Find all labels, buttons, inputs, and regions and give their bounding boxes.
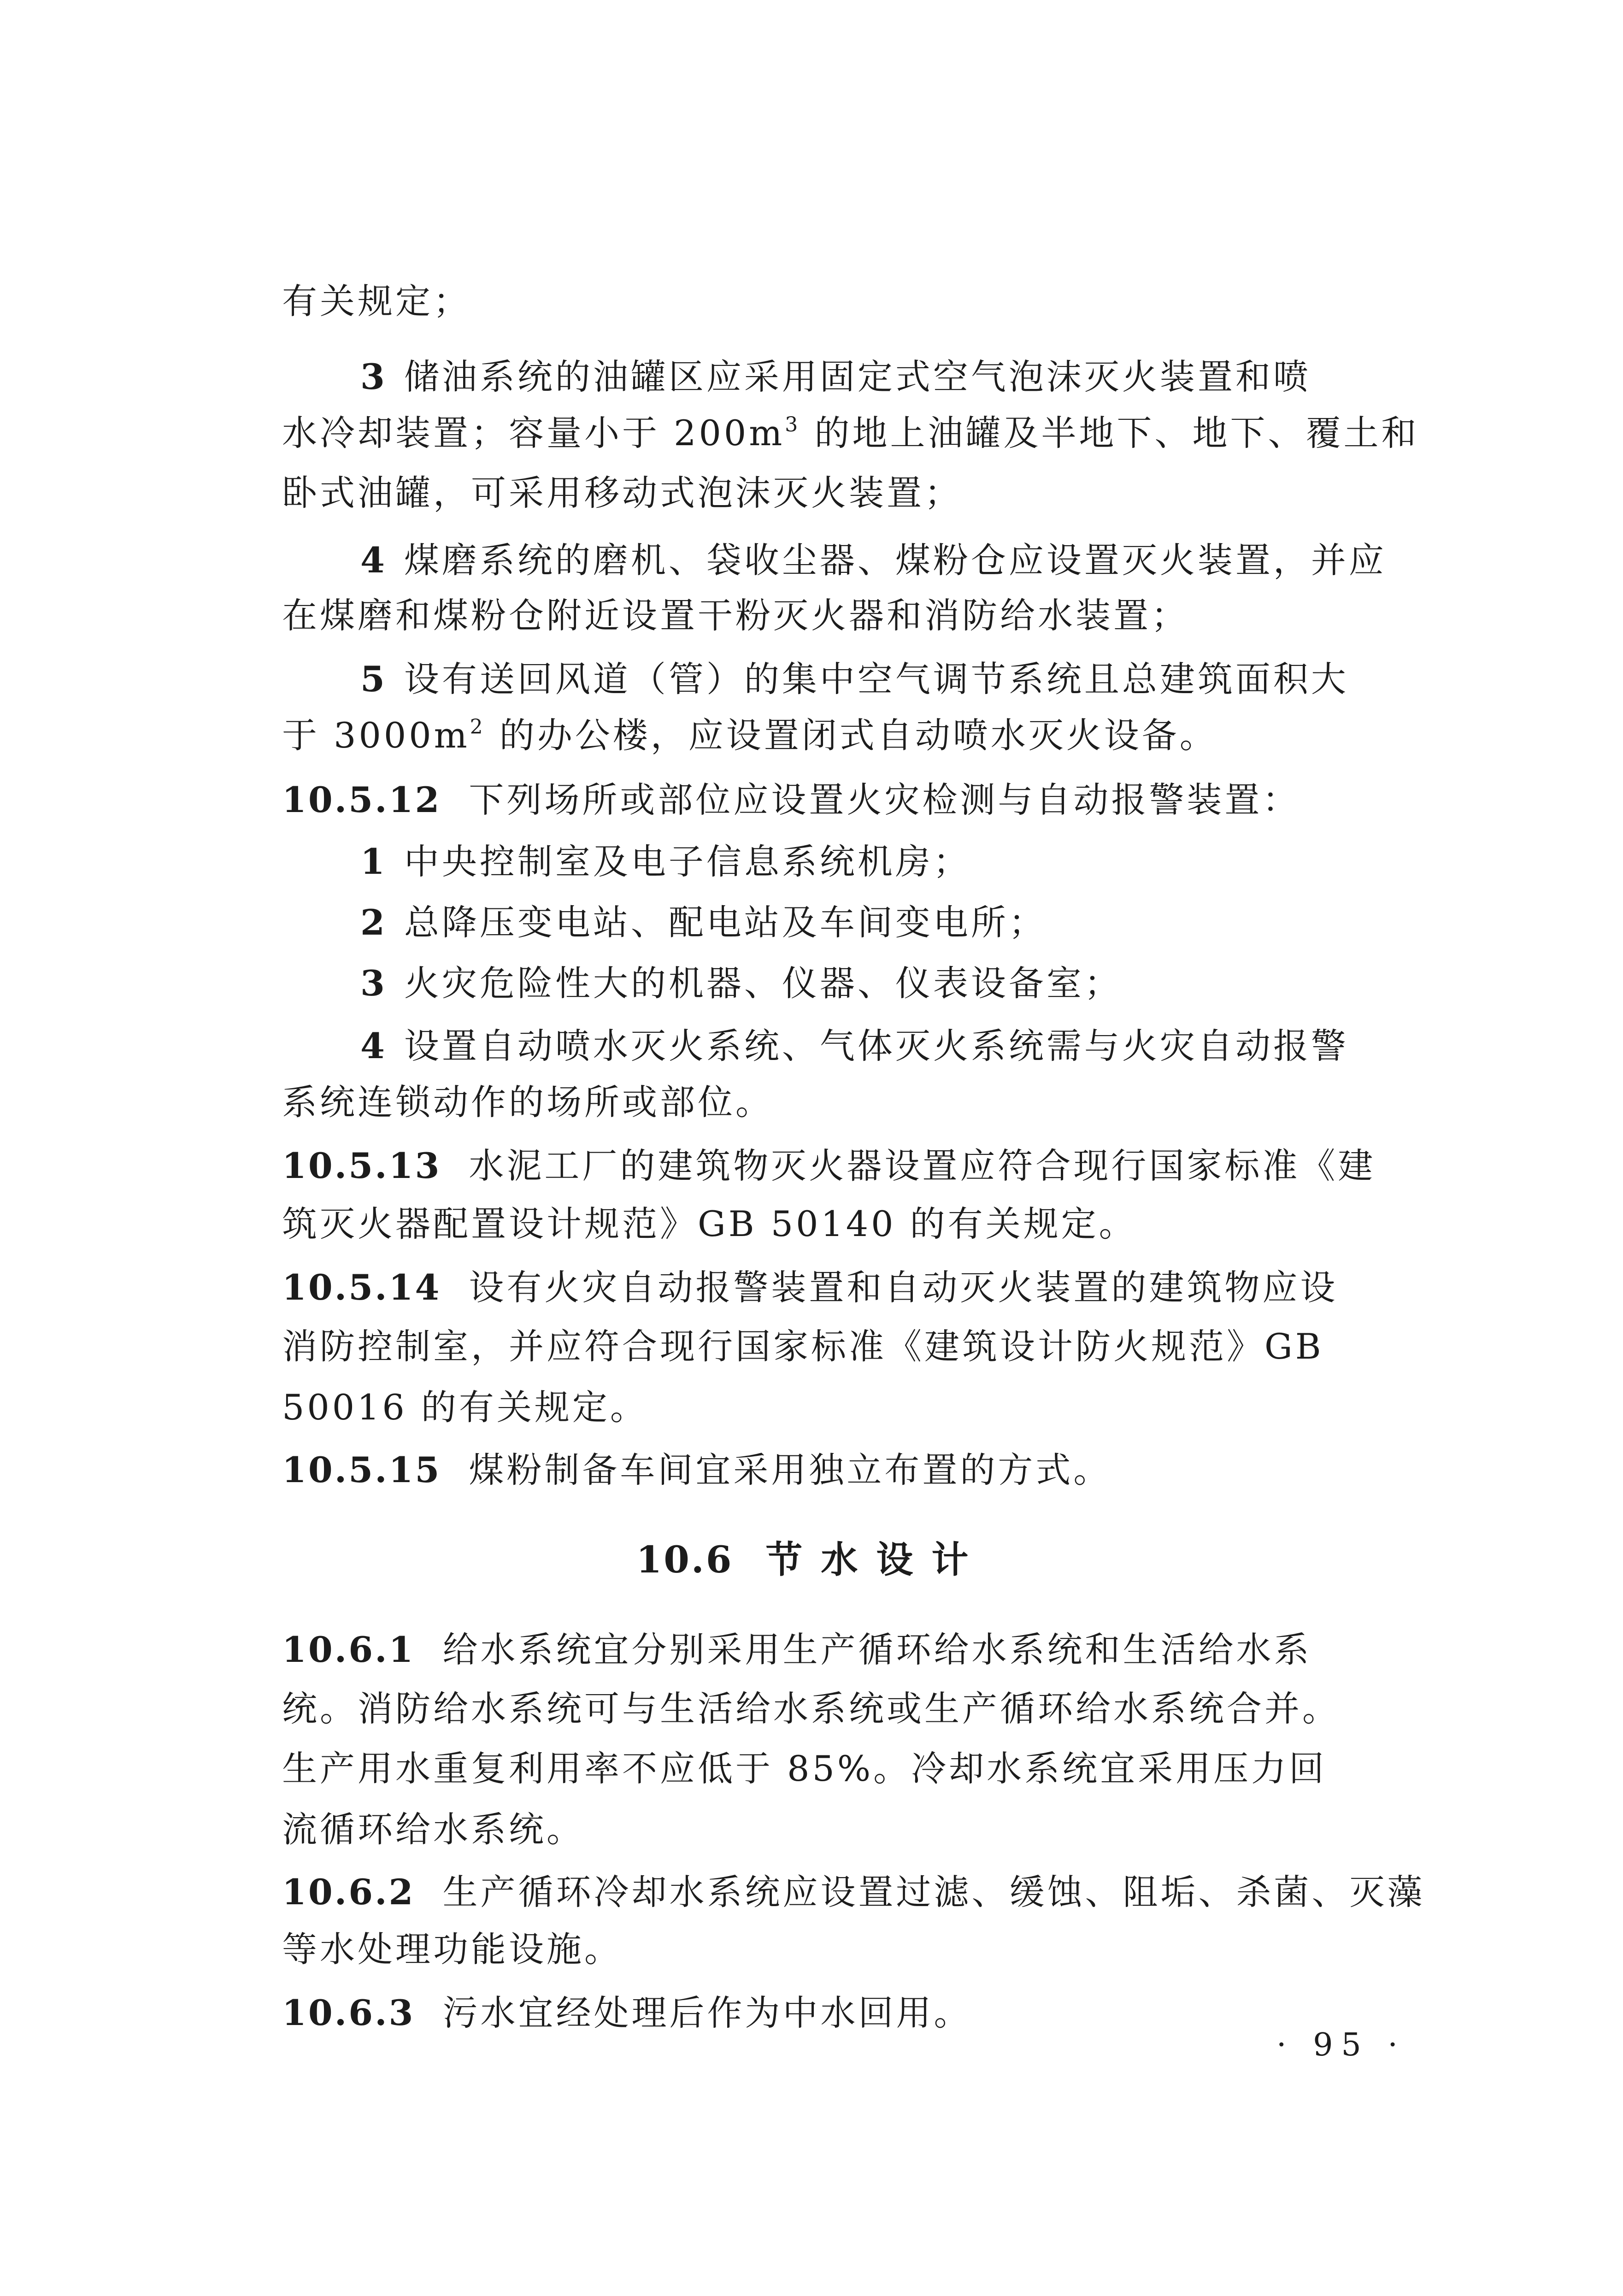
item-number: 2 xyxy=(360,902,386,943)
text-line xyxy=(282,1324,1324,1370)
list-item xyxy=(360,656,1349,702)
line-text: 卧式油罐，可采用移动式泡沫灭火装置； xyxy=(282,472,962,513)
line-text: 水泥工厂的建筑物灭火器设置应符合现行国家标准《建 xyxy=(469,1145,1376,1186)
clause-number: 10.6.2 xyxy=(282,1872,415,1913)
text-line xyxy=(282,1079,773,1125)
line-text: 储油系统的油罐区应采用固定式空气泡沫灭火装置和喷 xyxy=(404,356,1311,397)
text-line xyxy=(282,712,1217,759)
line-text: 污水宜经处理后作为中水回用。 xyxy=(442,1992,972,2033)
line-text: 生产循环冷却水系统应设置过滤、缓蚀、阻垢、杀菌、灭藻 xyxy=(442,1872,1425,1913)
clause xyxy=(282,1447,1111,1493)
text-line xyxy=(282,1926,622,1972)
list-item xyxy=(360,537,1387,583)
clause xyxy=(282,1627,1311,1673)
line-text: 给水系统宜分别采用生产循环给水系统和生活给水系 xyxy=(442,1629,1312,1670)
line-text: 总降压变电站、配电站及车间变电所； xyxy=(404,902,1047,943)
item-number: 4 xyxy=(360,540,386,581)
clause-number: 10.6.1 xyxy=(282,1629,415,1670)
line-text: 在煤磨和煤粉仓附近设置干粉灭火器和消防给水装置； xyxy=(282,595,1189,636)
clause xyxy=(282,777,1300,823)
line-text: 设有火灾自动报警装置和自动灭火装置的建筑物应设 xyxy=(469,1267,1338,1308)
clause xyxy=(282,1990,971,2036)
line-text: 50016 的有关规定。 xyxy=(282,1387,648,1428)
line-text: 有关规定； xyxy=(282,281,471,322)
line-text: 煤磨系统的磨机、袋收尘器、煤粉仓应设置灭火装置，并应 xyxy=(404,540,1387,581)
page-number: · 95 · xyxy=(1276,2027,1406,2063)
section-title: 节水设计 xyxy=(765,1538,987,1581)
text-line xyxy=(282,1807,584,1853)
superscript: 2 xyxy=(470,715,486,739)
list-item xyxy=(360,839,971,885)
line-text: 中央控制室及电子信息系统机房； xyxy=(404,841,971,882)
line-text: 统。消防给水系统可与生活给水系统或生产循环给水系统合并。 xyxy=(282,1688,1340,1729)
line-text: 生产用水重复利用率不应低于 85%。冷却水系统宜采用压力回 xyxy=(282,1748,1327,1789)
line-text: 消防控制室，并应符合现行国家标准《建筑设计防火规范》GB xyxy=(282,1326,1324,1367)
line-text: 煤粉制备车间宜采用独立布置的方式。 xyxy=(469,1449,1111,1490)
text-line xyxy=(282,1384,648,1431)
clause xyxy=(282,1265,1338,1311)
clause-number: 10.5.15 xyxy=(282,1449,441,1490)
item-number: 5 xyxy=(360,659,386,700)
item-number: 3 xyxy=(360,963,386,1004)
text-line xyxy=(282,278,471,324)
section-number: 10.6 xyxy=(636,1538,734,1581)
text-line xyxy=(282,1686,1340,1732)
clause-number: 10.5.14 xyxy=(282,1267,441,1308)
line-text: 系统连锁动作的场所或部位。 xyxy=(282,1082,773,1123)
text-line xyxy=(282,1746,1327,1792)
clause xyxy=(282,1869,1425,1915)
line-text: 水冷却装置；容量小于 200m xyxy=(282,412,785,453)
list-item xyxy=(360,354,1311,400)
text-line xyxy=(282,1201,1137,1247)
item-number: 4 xyxy=(360,1025,386,1066)
item-number: 1 xyxy=(360,841,386,882)
clause xyxy=(282,1143,1376,1189)
text-line xyxy=(282,470,962,516)
line-text: 的地上油罐及半地下、地下、覆土和 xyxy=(800,412,1419,453)
clause-number: 10.6.3 xyxy=(282,1992,415,2033)
list-item xyxy=(360,900,1047,946)
line-text: 流循环给水系统。 xyxy=(282,1809,584,1850)
text-line xyxy=(282,410,1419,456)
line-text: 火灾危险性大的机器、仪器、仪表设备室； xyxy=(404,963,1122,1004)
line-text: 筑灭火器配置设计规范》GB 50140 的有关规定。 xyxy=(282,1203,1137,1244)
line-text: 的办公楼，应设置闭式自动喷水灭火设备。 xyxy=(485,715,1217,756)
line-text: 于 3000m xyxy=(282,715,470,756)
line-text: 下列场所或部位应设置火灾检测与自动报警装置： xyxy=(469,779,1300,820)
list-item xyxy=(360,960,1122,1007)
superscript: 3 xyxy=(785,413,801,436)
clause-number: 10.5.12 xyxy=(282,779,441,820)
line-text: 设置自动喷水灭火系统、气体灭火系统需与火灾自动报警 xyxy=(404,1025,1349,1066)
section-heading xyxy=(0,1537,1623,1583)
line-text: 等水处理功能设施。 xyxy=(282,1929,622,1970)
list-item xyxy=(360,1023,1349,1069)
clause-number: 10.5.13 xyxy=(282,1145,441,1186)
line-text: 设有送回风道（管）的集中空气调节系统且总建筑面积大 xyxy=(404,659,1349,700)
text-line xyxy=(282,593,1189,639)
item-number: 3 xyxy=(360,356,386,397)
